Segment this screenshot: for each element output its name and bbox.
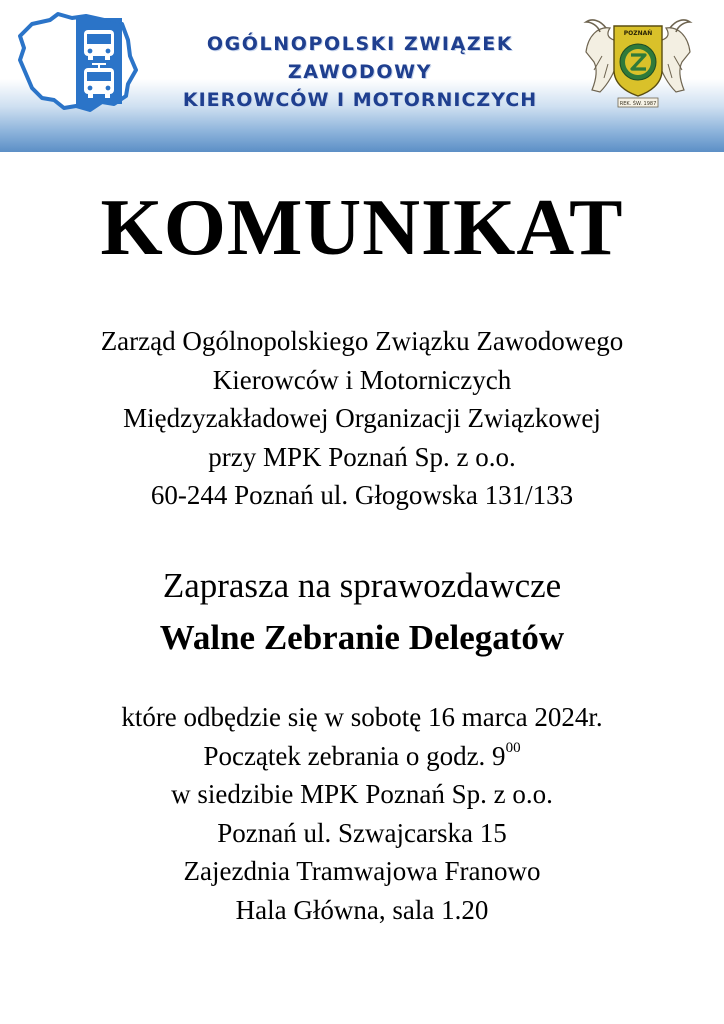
org-line-2: Kierowców i Motorniczych [212, 364, 512, 395]
invitation-event-name: Walne Zebranie Delegatów [159, 618, 565, 657]
meeting-time-prefix: Początek zebrania o godz. 9 [203, 740, 506, 771]
left-goat-icon [586, 20, 618, 92]
venue-line-2: Poznań ul. Szwajcarska 15 [217, 817, 507, 848]
meeting-details [0, 698, 724, 930]
org-line-3: Międzyzakładowej Organizacji Związkowej [123, 403, 601, 434]
poland-map-bus-tram-logo [14, 10, 138, 114]
page-title: KOMUNIKAT [100, 184, 624, 272]
org-line-1: Zarząd Ogólnopolskiego Związku Zawodowego [100, 326, 624, 356]
venue-line-1: w siedzibie MPK Poznań Sp. z o.o. [171, 779, 553, 810]
crest-year-text: REK. ŚW. 1987 [619, 101, 657, 107]
org-line-4: przy MPK Poznań Sp. z o.o. [208, 441, 516, 472]
bus-icon [84, 30, 114, 60]
venue-line-3: Zajezdnia Tramwajowa Franowo [183, 856, 541, 887]
header-banner [0, 0, 724, 152]
tram-icon [84, 64, 114, 98]
meeting-time [0, 737, 724, 776]
right-goat-icon [658, 20, 690, 92]
organization-address [0, 322, 724, 515]
meeting-time-minutes: 00 [505, 739, 521, 756]
union-name [136, 30, 584, 114]
venue-line-4: Hala Główna, sala 1.20 [235, 894, 489, 925]
meeting-date: które odbędzie się w sobotę 16 marca 2024r. [121, 702, 603, 732]
crest-city-text: POZNAŃ [623, 30, 653, 37]
invitation [0, 560, 724, 664]
union-name-line2: KIEROWCÓW I MOTORNICZYCH [182, 89, 538, 111]
union-name-line1: OGÓLNOPOLSKI ZWIĄZEK ZAWODOWY [206, 33, 514, 83]
invitation-line-1: Zaprasza na sprawozdawcze [162, 566, 562, 605]
poznan-goats-crest-icon [578, 12, 698, 110]
org-line-5: 60-244 Poznań ul. Głogowska 131/133 [150, 480, 574, 511]
